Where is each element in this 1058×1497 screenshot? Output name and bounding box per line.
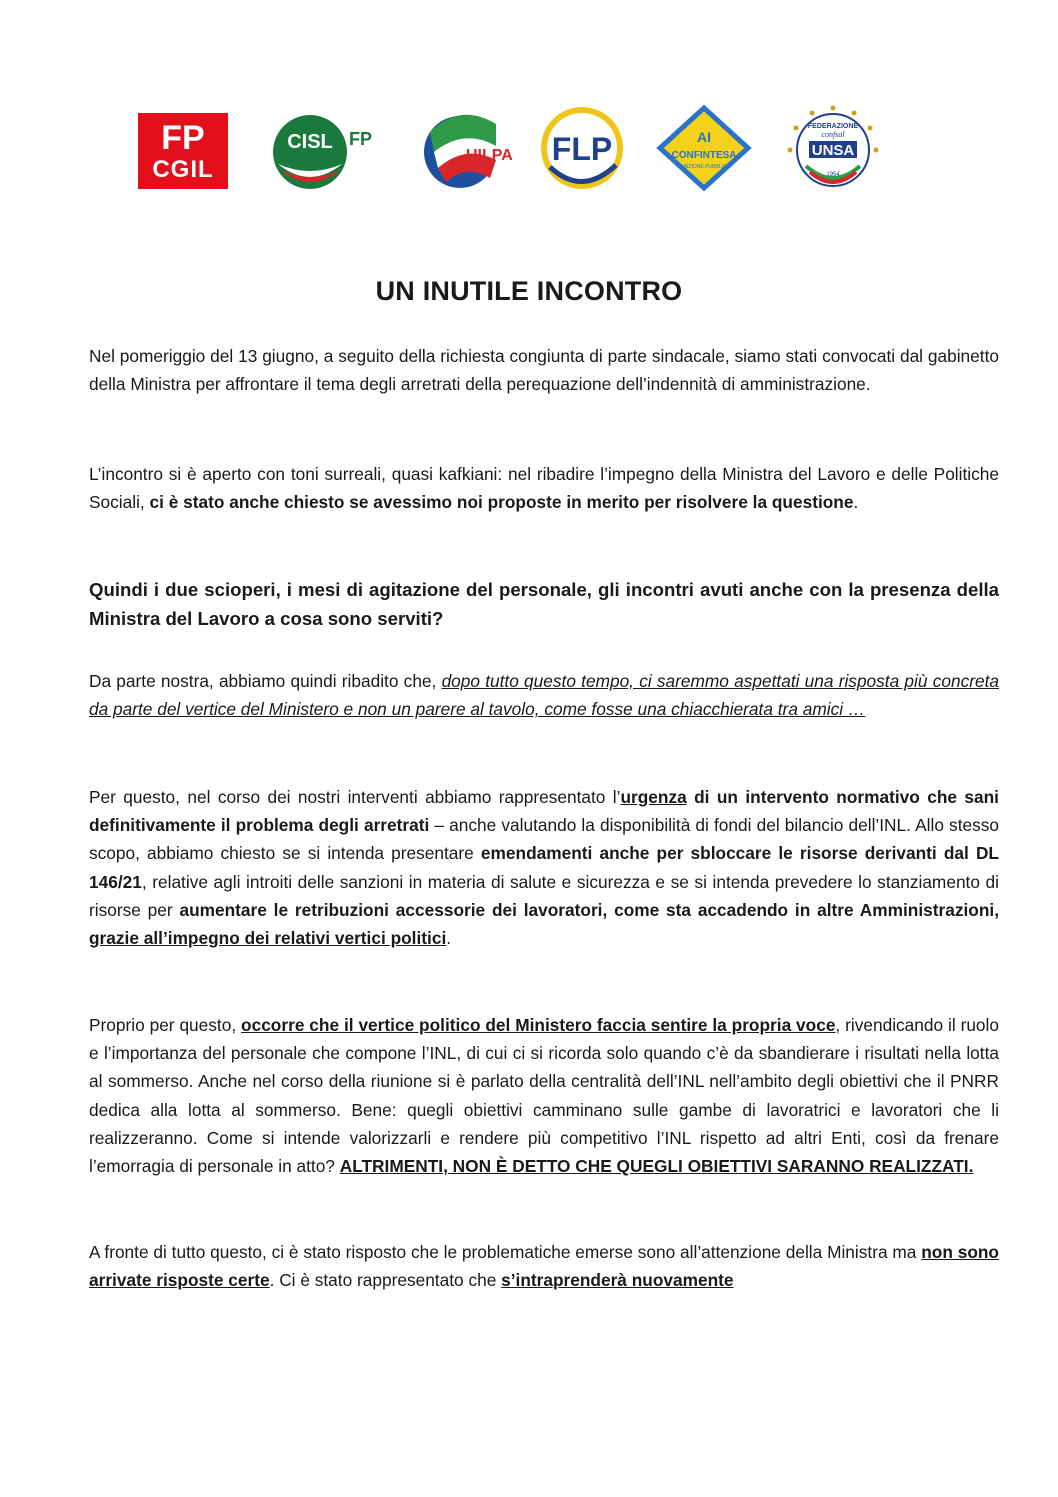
paragraph-2: L’incontro si è aperto con toni surreali, quasi kafkiani: nel ribadire l’impegno della Ministra del Lavoro e delle Politiche Sociali, ci è stato anche chiesto se avessimo noi proposte in merito per risolvere la questione. [89,464,999,513]
confintesa-text: CONFINTESA [671,150,737,161]
unsa-year: 1954 [826,172,840,178]
confintesa-tagline: FUNZIONE PUBBLICA [678,164,730,170]
paragraph-1: Nel pomeriggio del 13 giugno, a seguito della richiesta congiunta di parte sindacale, siamo stati convocati dal gabinetto della Ministra per affrontare il tema degli arretrati della perequazione dell’indennità di amministrazione. [89,346,999,395]
flp-text: FLP [551,131,613,167]
paragraph-5: Per questo, nel corso dei nostri interventi abbiamo rappresentato l’urgenza di un intervento normativo che sani definitivamente il problema degli arretrati – anche valutando la disponibilità di fondi del bilancio dell’INL. Allo stesso scopo, abbiamo chiesto se si intenda presentare emendamenti anche per sbloccare le risorse derivanti dal DL 146/21, relative agli introiti delle sanzioni in materia di salute e sicurezza e se si intenda prevedere lo stanziamento di risorse per aumentare le retribuzioni accessorie dei lavoratori, come sta accadendo in altre Amministrazioni, grazie all’impegno dei relativi vertici politici. [89,787,1000,949]
unsa-middle-text: confsal [821,130,845,139]
paragraph-6: Proprio per questo, occorre che il vertice politico del Ministero faccia sentire la propria voce, rivendicando il ruolo e l’importanza del personale che compone l’INL, di cui ci si ricorda solo quando c’è da sbandierare i risultati nella lotta al sommerso. Anche nel corso della riunione si è parlato della centralità dell’INL nell’ambito degli obiettivi che il PNRR dedica alla lotta al sommerso. Bene: quegli obiettivi camminano sulle gambe di lavoratrici e lavoratori che li realizzeranno. Come si intende valorizzarli e rendere più competitivo l’INL rispetto ad altri Enti, così da frenare l’emorragia di personale in atto? ALTRIMENTI, NON È DETTO CHE QUEGLI OBIETTIVI SARANNO REALIZZATI. [89,1015,999,1177]
svg-text:AI: AI [697,129,711,145]
document-title: UN INUTILE INCONTRO [375,276,683,306]
unsa-text: UNSA [811,142,855,159]
fp-cgil-logo [138,113,228,189]
cisl-text: CISL [287,131,333,153]
cisl-fp-logo [272,112,382,192]
flp-logo [540,105,624,191]
cisl-fp-text: FP [349,129,373,149]
fp-cgil-logo-line2: CGIL [152,156,214,183]
paragraph-4: Da parte nostra, abbiamo quindi ribadito che, dopo tutto questo tempo, ci saremmo aspettati una risposta più concreta da parte del vertice del Ministero e non un parere al tavolo, come fosse una chiacchierata tra amici … [89,671,999,720]
fp-cgil-logo-line1: FP [161,119,205,157]
unsa-logo [784,100,882,196]
union-logos [0,100,1058,200]
paragraph-7: A fronte di tutto questo, ci è stato risposto che le problematiche emerse sono all’attenzione della Ministra ma non sono arrivate risposte certe. Ci è stato rappresentato che s’intraprenderà nuovamente [89,1242,999,1291]
paragraph-3-question: Quindi i due scioperi, i mesi di agitazione del personale, gli incontri avuti anche con la presenza della Ministra del Lavoro a cosa sono serviti? [89,579,999,629]
uilpa-logo [420,102,513,194]
uilpa-text: UILPA [466,147,513,164]
unsa-top-text: FEDERAZIONE [807,123,859,130]
confintesa-logo [658,106,750,190]
